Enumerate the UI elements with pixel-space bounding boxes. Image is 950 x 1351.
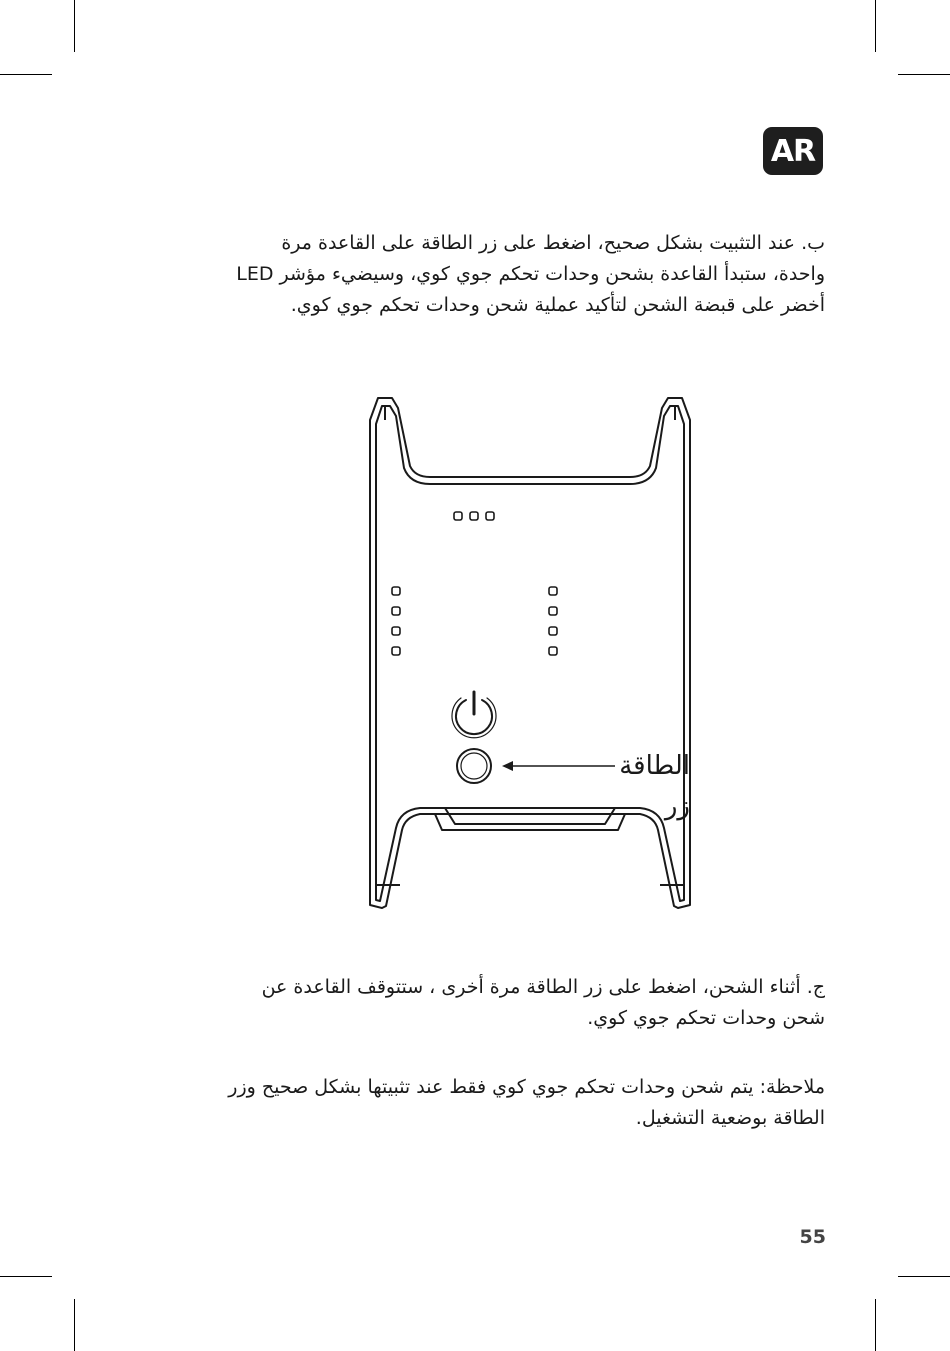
led-indicator-right	[549, 627, 557, 635]
instruction-paragraph-c	[210, 972, 825, 1034]
led-indicator-top	[486, 512, 494, 520]
led-indicator-left	[392, 647, 400, 655]
crop-mark-bottom-right-vertical	[875, 1299, 876, 1351]
crop-mark-top-left-horizontal	[0, 74, 52, 75]
crop-mark-bottom-left-horizontal	[0, 1276, 52, 1277]
power-button-shape	[457, 749, 491, 783]
crop-mark-bottom-left-vertical	[74, 1299, 75, 1351]
led-indicator-top	[454, 512, 462, 520]
led-indicator-right	[549, 607, 557, 615]
led-indicator-left	[392, 627, 400, 635]
power-icon	[452, 692, 496, 738]
callout-label-line: زر	[664, 791, 690, 821]
paragraph-line: ج. أثناء الشحن، اضغط على زر الطاقة مرة أخرى ، ستتوقف القاعدة عن	[261, 976, 825, 998]
instruction-paragraph-b	[200, 228, 825, 321]
charging-dock-illustration	[330, 380, 730, 940]
power-button-callout-label	[600, 746, 690, 826]
paragraph-line: ملاحظة: يتم شحن وحدات تحكم جوي كوي فقط عند تثبيتها بشكل صحيح وزر	[228, 1076, 825, 1098]
led-indicator-left	[392, 607, 400, 615]
paragraph-line: أخضر على قبضة الشحن لتأكيد عملية شحن وحدات تحكم جوي كوي.	[290, 294, 825, 316]
language-badge: AR	[763, 127, 823, 175]
note-paragraph	[200, 1072, 825, 1134]
paragraph-line: ب. عند التثبيت بشكل صحيح، اضغط على زر الطاقة على القاعدة مرة	[281, 232, 825, 254]
led-indicator-right	[549, 587, 557, 595]
paragraph-line: شحن وحدات تحكم جوي كوي.	[587, 1007, 825, 1029]
crop-mark-bottom-right-horizontal	[898, 1276, 950, 1277]
bottom-notch-insert	[435, 814, 625, 830]
bottom-notch-detail	[445, 808, 615, 824]
crop-mark-top-right-vertical	[875, 0, 876, 52]
dock-inner-outline	[376, 406, 684, 901]
paragraph-line: واحدة، ستبدأ القاعدة بشحن وحدات تحكم جوي كوي، وسيضيء مؤشر LED	[236, 263, 825, 285]
crop-mark-top-left-vertical	[74, 0, 75, 52]
callout-arrow	[502, 761, 615, 771]
callout-label-line: الطاقة	[619, 751, 690, 781]
led-indicator-left	[392, 587, 400, 595]
crop-mark-top-right-horizontal	[898, 74, 950, 75]
led-indicator-right	[549, 647, 557, 655]
page-number: 55	[799, 1226, 826, 1248]
charging-dock-drawing	[330, 380, 730, 940]
paragraph-line: الطاقة بوضعية التشغيل.	[635, 1107, 825, 1129]
led-indicator-top	[470, 512, 478, 520]
dock-outline	[370, 398, 690, 908]
